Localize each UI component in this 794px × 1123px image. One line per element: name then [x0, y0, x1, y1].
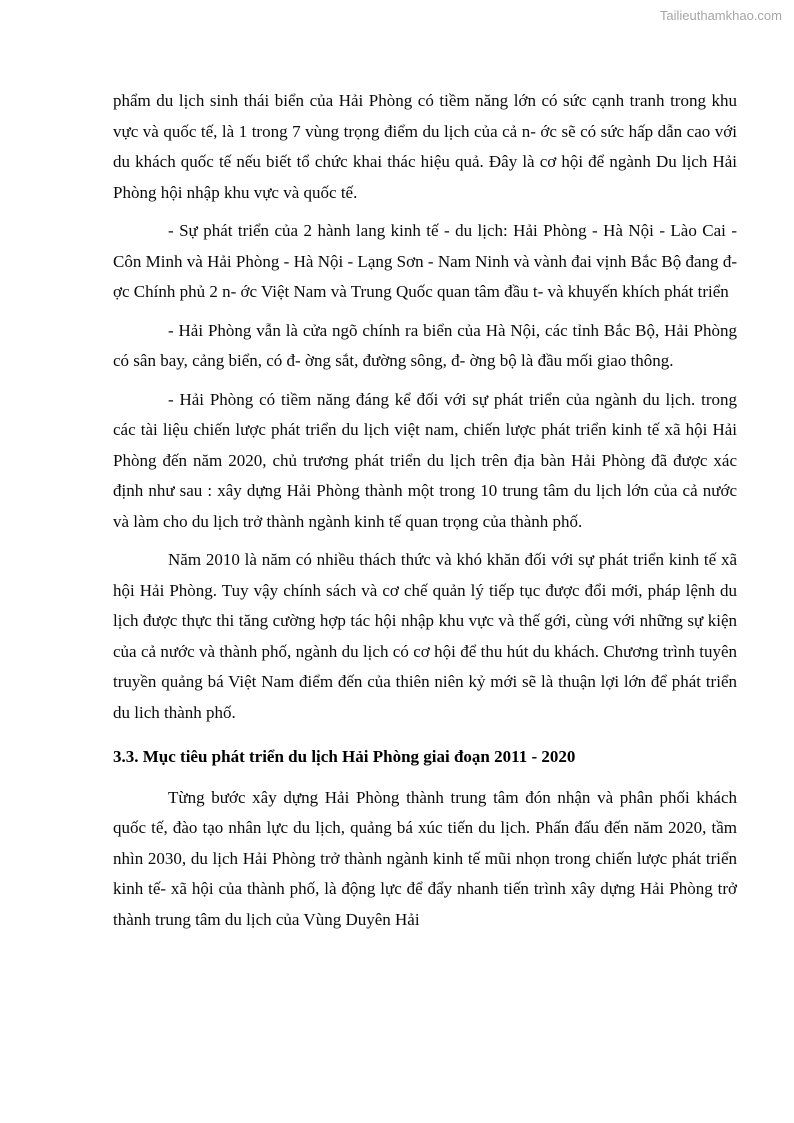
body-paragraph-4: - Hải Phòng có tiềm năng đáng kể đối với sự phát triển của ngành du lịch. trong các tài liệu chiến lược phát triển du lịch việt nam, chiến lược phát triển kinh tế xã hội Hải Phòng đến năm 2020, chủ trương phát triển du lịch trên địa bàn Hải Phòng đã được xác định như sau : xây dựng Hải Phòng thành một trong 10 trung tâm du lịch lớn của cả nước và làm cho du lịch trở thành ngành kinh tế quan trọng của thành phố. — [113, 389, 737, 531]
body-paragraph-6: Từng bước xây dựng Hải Phòng thành trung tâm đón nhận và phân phối khách quốc tế, đào tạo nhân lực du lịch, quảng bá xúc tiến du lịch. Phấn đấu đến năm 2020, tầm nhìn 2030, du lịch Hải Phòng trở thành ngành kinh tế mũi nhọn trong chiến lược phát triển kinh tế- xã hội của thành phố, là động lực để đẩy nhanh tiến trình xây dựng Hải Phòng trở thành trung tâm du lịch của Vùng Duyên Hải — [113, 787, 737, 929]
watermark-text: Tailieuthamkhao.com — [659, 8, 782, 23]
body-paragraph-3: - Hải Phòng vẫn là cửa ngõ chính ra biển của Hà Nội, các tỉnh Bắc Bộ, Hải Phòng có sân bay, cảng biển, có đ- ờng sắt, đường sông, đ- ờng bộ là đầu mối giao thông. — [113, 320, 737, 370]
body-paragraph-2: - Sự phát triển của 2 hành lang kinh tế - du lịch: Hải Phòng - Hà Nội - Lào Cai - Côn Minh và Hải Phòng - Hà Nội - Lạng Sơn - Nam Ninh và vành đai vịnh Bắc Bộ đang đ- ợc Chính phủ 2 n- ớc Việt Nam và Trung Quốc quan tâm đầu t- và khuyến khích phát triển — [113, 221, 737, 301]
body-paragraph-5: Năm 2010 là năm có nhiều thách thức và khó khăn đối với sự phát triển kinh tế xã hội Hải Phòng. Tuy vậy chính sách và cơ chế quản lý tiếp tục được đổi mới, pháp lệnh du lịch được thực thi tăng cường hợp tác hội nhập khu vực và thế gới, cùng với những sự kiện của cả nước và thành phố, ngành du lịch có cơ hội để thu hút du khách. Chương trình tuyên truyền quảng bá Việt Nam điểm đến của thiên niên kỷ mới sẽ là thuận lợi lớn để phát triển du lich thành phố. — [113, 550, 737, 722]
body-paragraph-1: phẩm du lịch sinh thái biển của Hải Phòng có tiềm năng lớn có sức cạnh tranh trong khu vực và quốc tế, là 1 trong 7 vùng trọng điểm du lịch của cả n- ớc sẽ có sức hấp dẫn cao với du khách quốc tế nếu biết tổ chức khai thác hiệu quả. Đây là cơ hội để ngành Du lịch Hải Phòng hội nhập khu vực và quốc tế. — [113, 91, 737, 202]
section-heading-3-3: 3.3. Mục tiêu phát triển du lịch Hải Phòng giai đoạn 2011 - 2020 — [113, 747, 576, 766]
